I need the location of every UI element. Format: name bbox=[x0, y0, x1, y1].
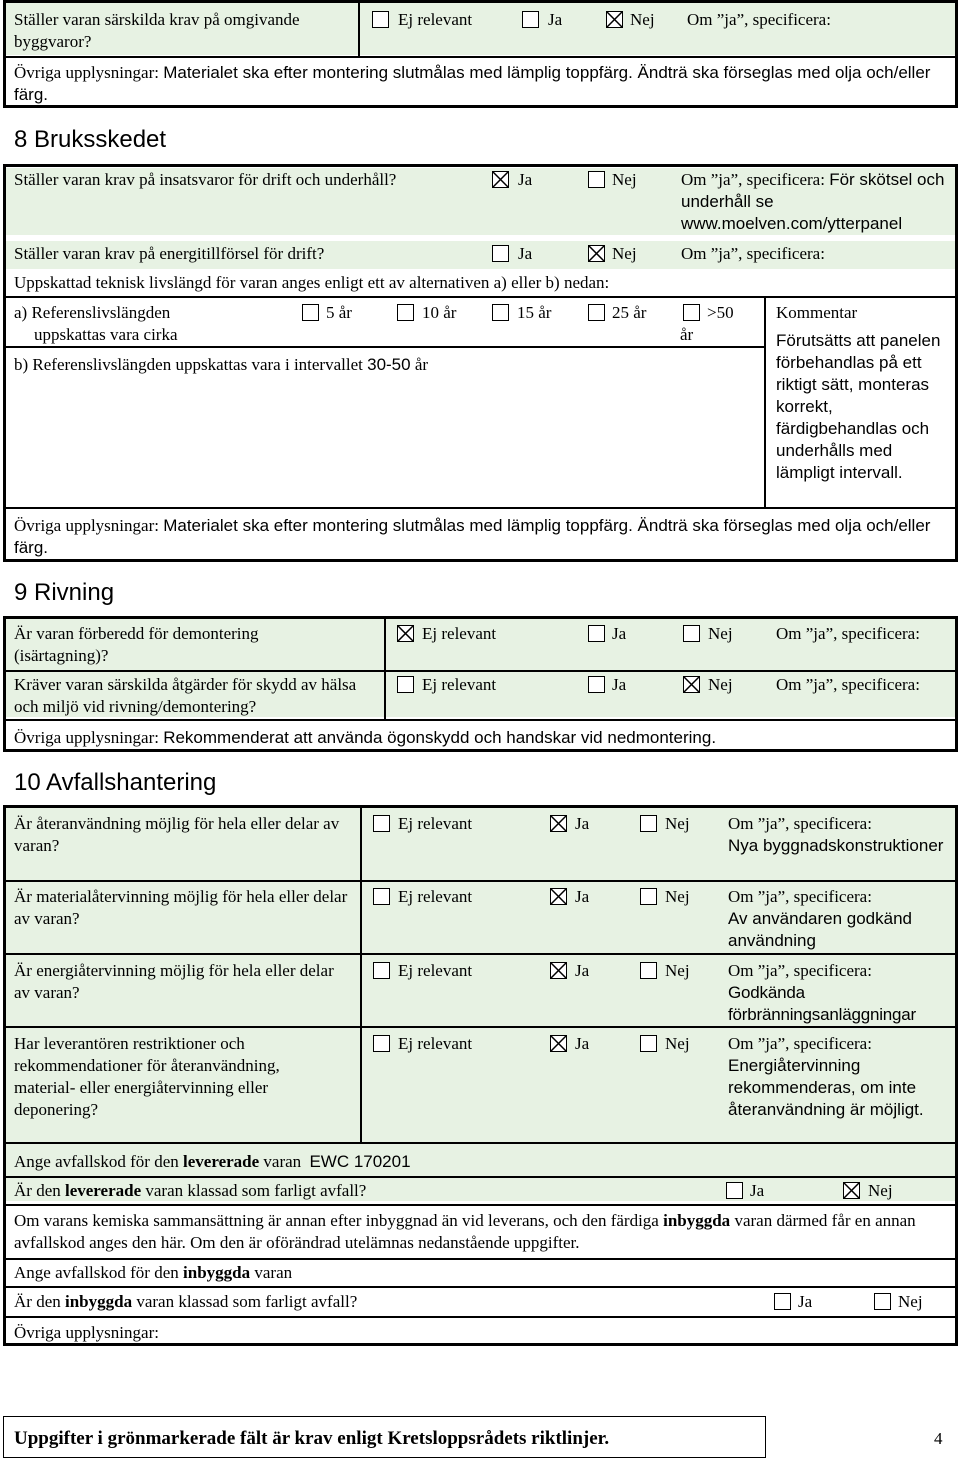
s9-q1-ej-label: Ej relevant bbox=[422, 624, 497, 643]
section-9-heading: 9 Rivning bbox=[14, 579, 115, 606]
s10-row2-ej-checkbox[interactable] bbox=[373, 888, 390, 905]
s10-row3-answer: Godkända förbränningsanläggningar bbox=[728, 983, 917, 1024]
top-ja-label: Ja bbox=[548, 10, 563, 29]
section-10-heading: 10 Avfallshantering bbox=[14, 769, 217, 796]
s9-q2-ja-label: Ja bbox=[612, 675, 627, 694]
s10-row2-ej-label: Ej relevant bbox=[398, 887, 473, 906]
s10-row2-ja-checkbox[interactable] bbox=[550, 888, 567, 905]
s10-row3-nej-label: Nej bbox=[665, 961, 690, 980]
s9-q1-ja-checkbox[interactable] bbox=[588, 625, 605, 642]
s10-row4-ja-checkbox[interactable] bbox=[550, 1035, 567, 1052]
s9-other-value: Rekommenderat att använda ögonskydd och handskar vid nedmontering. bbox=[163, 728, 717, 747]
top-ej-checkbox[interactable] bbox=[372, 11, 389, 28]
s8-a-15-checkbox[interactable] bbox=[492, 304, 509, 321]
s10-row1-ej-label: Ej relevant bbox=[398, 814, 473, 833]
s8-a-25-label: 25 år bbox=[612, 303, 647, 322]
s10-hazard-delivered-ja-checkbox[interactable] bbox=[726, 1182, 743, 1199]
s8-q2-ja-label: Ja bbox=[518, 244, 533, 263]
s10-code-built-in: Ange avfallskod för den inbyggda varan bbox=[14, 1263, 293, 1282]
s8-q2-nej-label: Nej bbox=[612, 244, 637, 263]
top-other-info: Övriga upplysningar: Materialet ska efter montering slutmålas med lämplig toppfärg. Ändträ ska förseglas med olja och/eller färg. bbox=[14, 63, 931, 104]
s10-row1-ja-checkbox[interactable] bbox=[550, 815, 567, 832]
s10-hazard-built-in-ja-label: Ja bbox=[798, 1292, 813, 1311]
s10-note: Om varans kemiska sammansättning är annan efter inbyggnad än vid leverans, och den färdiga inbyggda varan därmed får en annan avfallskod anges den här. Om den är oförändrad utelämnas nedanstående uppgifter. bbox=[14, 1211, 916, 1252]
s9-q1-specify: Om ”ja”, specificera: bbox=[776, 624, 920, 643]
s8-a-25-checkbox[interactable] bbox=[588, 304, 605, 321]
s10-row2-nej-checkbox[interactable] bbox=[640, 888, 657, 905]
s8-comment-value: Förutsätts att panelen förbehandlas på ett riktigt sätt, monteras korrekt, färdigbehandlas och underhålls med lämpligt intervall. bbox=[776, 331, 941, 482]
section-8-heading: 8 Bruksskedet bbox=[14, 126, 167, 153]
s10-row1-question: Är återanvändning möjlig för hela eller delar av varan? bbox=[14, 814, 340, 855]
s10-row3-ej-label: Ej relevant bbox=[398, 961, 473, 980]
s8-other-value: Materialet ska efter montering slutmålas med lämplig toppfärg. Ändträ ska förseglas med olja och/eller färg. bbox=[14, 516, 931, 557]
s10-row2-answer: Av användaren godkänd användning bbox=[728, 909, 913, 950]
top-question: Ställer varan särskilda krav på omgivande byggvaror? bbox=[14, 10, 300, 51]
s10-hazard-delivered-ja-label: Ja bbox=[750, 1181, 765, 1200]
s8-life-intro: Uppskattad teknisk livslängd för varan anges enligt ett av alternativen a) eller b) nedan: bbox=[14, 273, 610, 292]
s8-q2-specify: Om ”ja”, specificera: bbox=[681, 244, 825, 263]
s10-other-info: Övriga upplysningar: bbox=[14, 1323, 159, 1342]
s10-row1-nej-checkbox[interactable] bbox=[640, 815, 657, 832]
s8-q1-answer: För skötsel och underhåll se www.moelven.com/ytterpanel bbox=[681, 170, 945, 233]
top-other-value: Materialet ska efter montering slutmålas med lämplig toppfärg. Ändträ ska förseglas med olja och/eller färg. bbox=[14, 63, 931, 104]
s10-row2-specify: Om ”ja”, specificera: bbox=[728, 887, 872, 906]
s10-row2-nej-label: Nej bbox=[665, 887, 690, 906]
s8-a-10-label: 10 år bbox=[422, 303, 457, 322]
s10-row3-ej-checkbox[interactable] bbox=[373, 962, 390, 979]
s8-q1-ja-checkbox[interactable] bbox=[492, 171, 509, 188]
s8-a-50-label: >50 år bbox=[680, 303, 734, 344]
s10-row1-answer: Nya byggnadskonstruktioner bbox=[728, 836, 944, 855]
s9-q1-ej-checkbox[interactable] bbox=[397, 625, 414, 642]
s8-q2-ja-checkbox[interactable] bbox=[492, 245, 509, 262]
page-number: 4 bbox=[934, 1429, 943, 1448]
s10-row4-specify: Om ”ja”, specificera: bbox=[728, 1034, 872, 1053]
s9-q1-nej-label: Nej bbox=[708, 624, 733, 643]
s10-row4-question: Har leverantören restriktioner och rekommendationer för återanvändning, material- eller energiåtervinning eller deponering? bbox=[14, 1034, 280, 1119]
s10-row4-ej-label: Ej relevant bbox=[398, 1034, 473, 1053]
s8-q2: Ställer varan krav på energitillförsel för drift? bbox=[14, 244, 325, 263]
top-specify-label: Om ”ja”, specificera: bbox=[687, 10, 831, 29]
s8-q1-nej-label: Nej bbox=[612, 170, 637, 189]
s8-q1-specify: Om ”ja”, specificera: För skötsel och underhåll se www.moelven.com/ytterpanel bbox=[681, 170, 945, 233]
s8-q1: Ställer varan krav på insatsvaror för drift och underhåll? bbox=[14, 170, 397, 189]
s10-code-delivered: Ange avfallskod för den levererade varan EWC 170201 bbox=[14, 1152, 411, 1171]
s10-hazard-built-in-nej-label: Nej bbox=[898, 1292, 923, 1311]
s9-q2-ja-checkbox[interactable] bbox=[588, 676, 605, 693]
s10-row4-answer: Energiåtervinning rekommenderas, om inte återanvändning är möjligt. bbox=[728, 1056, 924, 1119]
s9-other-info: Övriga upplysningar: Rekommenderat att använda ögonskydd och handskar vid nedmontering. bbox=[14, 728, 717, 747]
s10-hazard-built-in: Är den inbyggda varan klassad som farligt avfall? bbox=[14, 1292, 358, 1311]
s10-row1-nej-label: Nej bbox=[665, 814, 690, 833]
s9-q2: Kräver varan särskilda åtgärder för skydd av hälsa och miljö vid rivning/demontering? bbox=[14, 675, 357, 716]
s9-q2-ej-checkbox[interactable] bbox=[397, 676, 414, 693]
s10-code-delivered-value: EWC 170201 bbox=[309, 1152, 411, 1171]
s9-q2-nej-checkbox[interactable] bbox=[683, 676, 700, 693]
s10-row4-nej-label: Nej bbox=[665, 1034, 690, 1053]
s8-other-info: Övriga upplysningar: Materialet ska efter montering slutmålas med lämplig toppfärg. Ändträ ska förseglas med olja och/eller färg. bbox=[14, 516, 931, 557]
s8-a-5-checkbox[interactable] bbox=[302, 304, 319, 321]
s8-a-label: a) Referenslivslängden uppskattas vara cirka bbox=[14, 303, 178, 344]
s8-b-value: 30-50 bbox=[367, 355, 411, 374]
s10-hazard-built-in-nej-checkbox[interactable] bbox=[874, 1293, 891, 1310]
s10-row2-question: Är materialåtervinning möjlig för hela eller delar av varan? bbox=[14, 887, 348, 928]
s10-hazard-built-in-ja-checkbox[interactable] bbox=[774, 1293, 791, 1310]
s10-row1-ej-checkbox[interactable] bbox=[373, 815, 390, 832]
s10-hazard-delivered-nej-label: Nej bbox=[868, 1181, 893, 1200]
s9-q2-nej-label: Nej bbox=[708, 675, 733, 694]
s10-hazard-delivered: Är den levererade varan klassad som farligt avfall? bbox=[14, 1181, 367, 1200]
s10-row1-specify: Om ”ja”, specificera: bbox=[728, 814, 872, 833]
s10-row3-question: Är energiåtervinning möjlig för hela eller delar av varan? bbox=[14, 961, 334, 1002]
top-ja-checkbox[interactable] bbox=[522, 11, 539, 28]
s9-q1-ja-label: Ja bbox=[612, 624, 627, 643]
s10-row1-ja-label: Ja bbox=[575, 814, 590, 833]
s10-row2-ja-label: Ja bbox=[575, 887, 590, 906]
s8-q2-nej-checkbox[interactable] bbox=[588, 245, 605, 262]
s10-row4-ej-checkbox[interactable] bbox=[373, 1035, 390, 1052]
s9-q1: Är varan förberedd för demontering (isärtagning)? bbox=[14, 624, 259, 665]
s8-q1-ja-label: Ja bbox=[518, 170, 533, 189]
top-nej-label: Nej bbox=[630, 10, 655, 29]
s9-q1-nej-checkbox[interactable] bbox=[683, 625, 700, 642]
s10-row3-nej-checkbox[interactable] bbox=[640, 962, 657, 979]
s10-row4-nej-checkbox[interactable] bbox=[640, 1035, 657, 1052]
s9-q2-specify: Om ”ja”, specificera: bbox=[776, 675, 920, 694]
top-nej-checkbox[interactable] bbox=[606, 11, 623, 28]
top-ej-label: Ej relevant bbox=[398, 10, 473, 29]
s10-row3-specify: Om ”ja”, specificera: bbox=[728, 961, 872, 980]
s8-q1-nej-checkbox[interactable] bbox=[588, 171, 605, 188]
s10-row4-ja-label: Ja bbox=[575, 1034, 590, 1053]
s10-hazard-delivered-nej-checkbox[interactable] bbox=[843, 1182, 860, 1199]
s10-row3-ja-label: Ja bbox=[575, 961, 590, 980]
s8-a-15-label: 15 år bbox=[517, 303, 552, 322]
footer-text: Uppgifter i grönmarkerade fält är krav enligt Kretsloppsrådets riktlinjer. bbox=[14, 1428, 610, 1449]
s8-a-10-checkbox[interactable] bbox=[397, 304, 414, 321]
s8-a-5-label: 5 år bbox=[326, 303, 352, 322]
s9-q2-ej-label: Ej relevant bbox=[422, 675, 497, 694]
s8-comment-label: Kommentar bbox=[776, 303, 858, 322]
s8-b-label: b) Referenslivslängden uppskattas vara i intervallet 30-50 år bbox=[14, 355, 429, 374]
s10-row3-ja-checkbox[interactable] bbox=[550, 962, 567, 979]
